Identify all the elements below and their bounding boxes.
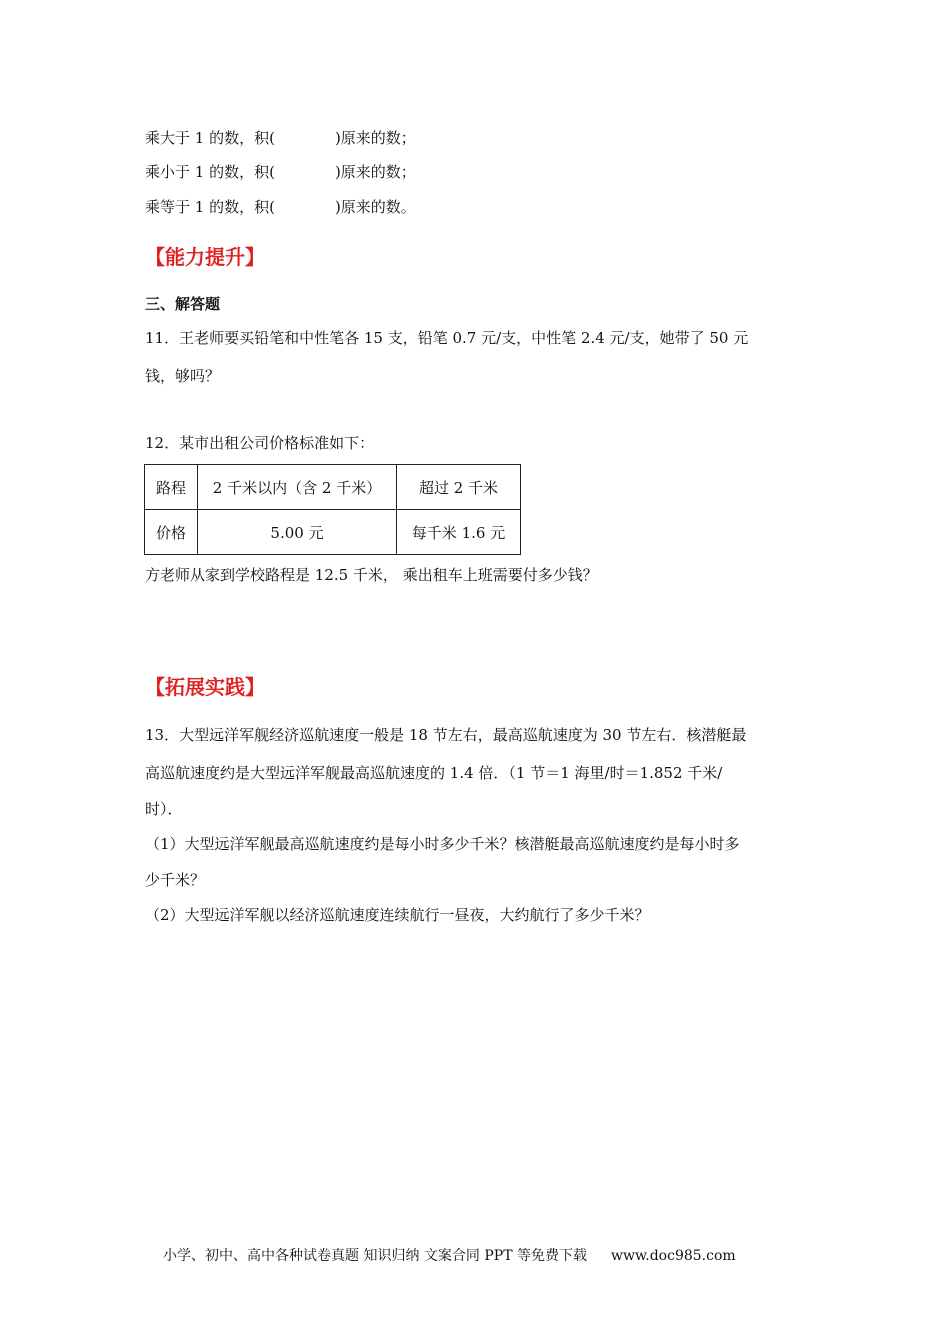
fill-blank-line-3 (145, 196, 416, 218)
table-cell: 路程 (145, 465, 198, 510)
q11-line-2: 钱，够吗？ (145, 367, 221, 385)
fill-blank-line-2 (145, 161, 416, 183)
q13-line-2: 高巡航速度约是大型远洋军舰最高巡航速度的 1.4 倍．（1 节＝1 海里/时＝1.852 千米/ (145, 764, 723, 782)
table-cell: 5.00 元 (198, 510, 397, 555)
q13-sub1-line-2: 少千米？ (145, 871, 206, 889)
heading-extend: 【拓展实践】 (145, 675, 265, 699)
fill-blank-line-1 (145, 127, 416, 149)
q12-question: 方老师从家到学校路程是 12.5 千米， 乘出租车上班需要付多少钱？ (145, 566, 598, 584)
table-cell: 价格 (145, 510, 198, 555)
price-table (144, 464, 521, 555)
table-row (145, 510, 521, 555)
table-cell: 2 千米以内（含 2 千米） (198, 465, 397, 510)
q13-sub1-line-1: （1）大型远洋军舰最高巡航速度约是每小时多少千米？核潜艇最高巡航速度约是每小时多 (145, 835, 740, 853)
heading-ability: 【能力提升】 (145, 245, 265, 269)
section-title-answer: 三、解答题 (145, 295, 221, 313)
fill-blank-suffix: )原来的数； (334, 129, 416, 147)
footer (163, 1245, 736, 1265)
footer-url-link[interactable]: www.doc985.com (610, 1248, 736, 1264)
table-row (145, 465, 521, 510)
q12-intro: 12．某市出租公司价格标准如下： (145, 434, 375, 452)
footer-text: 小学、初中、高中各种试卷真题 知识归纳 文案合同 PPT 等免费下载 (163, 1248, 587, 1264)
fill-blank-suffix: )原来的数。 (334, 198, 416, 216)
fill-blank-suffix: )原来的数； (334, 163, 416, 181)
table-cell: 超过 2 千米 (397, 465, 521, 510)
table-cell: 每千米 1.6 元 (397, 510, 521, 555)
q11-line-1: 11．王老师要买铅笔和中性笔各 15 支，铅笔 0.7 元/支，中性笔 2.4 元/支，她带了 50 元 (145, 329, 749, 347)
fill-blank-prefix: 乘小于 1 的数，积( (145, 163, 275, 181)
q13-sub2: （2）大型远洋军舰以经济巡航速度连续航行一昼夜，大约航行了多少千米？ (145, 906, 650, 924)
fill-blank-prefix: 乘等于 1 的数，积( (145, 198, 275, 216)
q13-line-3: 时）． (145, 800, 183, 818)
fill-blank-prefix: 乘大于 1 的数，积( (145, 129, 275, 147)
q13-line-1: 13．大型远洋军舰经济巡航速度一般是 18 节左右，最高巡航速度为 30 节左右．核潜艇最 (145, 726, 747, 744)
